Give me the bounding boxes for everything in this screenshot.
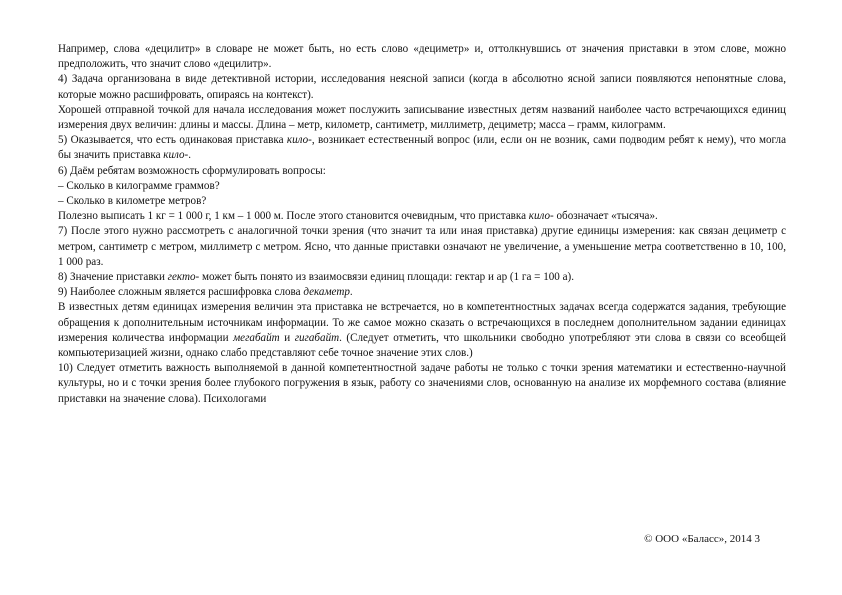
italic-term: декаметр — [303, 286, 350, 299]
text-run: В известных детям единицах измерения величин эта приставка не встречается, но в компетентностных задачах всегда содержатся задания, требующие обращения к дополнительным источникам информации. То же самое можно сказать о встречающихся в последнем дополнительном задании единицах измерения количества информации — [58, 301, 786, 344]
italic-term: мегабайт — [233, 331, 280, 344]
paragraph — [58, 42, 786, 72]
text-run: 5) Оказывается, что есть одинаковая приставка — [58, 134, 287, 147]
italic-term: кило- — [528, 210, 554, 223]
text-run: 9) Наиболее сложным является расшифровка слова — [58, 286, 304, 299]
paragraph — [58, 133, 786, 163]
text-run: . — [188, 149, 192, 162]
paragraph — [58, 209, 786, 224]
italic-term: кило- — [286, 134, 312, 147]
paragraph — [58, 285, 786, 300]
paragraph — [58, 164, 786, 179]
text-run: Хорошей отправной точкой для начала исследования может послужить записывание известных детям названий наиболее часто встречающихся единиц измерения двух величин: длины и массы. Длина – метр, километр, сантиметр, миллиметр, дециметр; масса – грамм, килограмм. — [58, 103, 786, 132]
text-run: 8) Значение приставки — [58, 271, 168, 284]
text-run: . (Следует отметить, что школьники свободно употребляют эти слова в связи со всеобщей компьютеризацией жизни, однако слабо представляют себе точное значение этих слов.) — [58, 331, 787, 360]
page-footer: © ООО «Баласс», 2014 3 — [644, 533, 760, 545]
paragraph — [58, 179, 786, 194]
text-run: и — [279, 331, 295, 344]
paragraph — [58, 194, 786, 209]
italic-term: гигабайт — [294, 331, 340, 344]
text-run: 7) После этого нужно рассмотреть с аналогичной точки зрения (что значит та или иная приставка) другие единицы измерения: как связан дециметр с метром, сантиметр с метром, миллиметр с метром. Ясно, что данные приставки означают не увеличение, а уменьшение метра соответственно в 10, 100, 1 000 раз. — [58, 225, 786, 268]
text-run: , возникает естественный вопрос (или, если он не возник, сами подводим ребят к нему), что могла бы значить приставка — [58, 134, 786, 162]
text-run: 10) Следует отметить важность выполняемой в данной компетентностной задаче работы не только с точки зрения математики и естественно-научной культуры, но и с точки зрения более глубокого погружения в язык, работу со значениями слов, основанную на анализе их морфемного состава (влияние приставки на значение слова). Психологами — [58, 362, 786, 405]
text-run: может быть понято из взаимосвязи единиц площади: гектар и ар (1 га = 100 а). — [199, 271, 575, 284]
text-run: 6) Даём ребятам возможность сформулировать вопросы: — [58, 164, 326, 177]
text-run: – Сколько в километре метров? — [58, 195, 207, 208]
text-run: Полезно выписать 1 кг = 1 000 г, 1 км – 1 000 м. После этого становится очевидным, что приставка — [58, 210, 529, 223]
text-run: . — [349, 286, 353, 299]
body-text — [58, 42, 786, 407]
italic-term: кило- — [163, 149, 189, 162]
paragraph — [58, 72, 786, 102]
paragraph — [58, 103, 786, 133]
paragraph — [58, 270, 786, 285]
paragraph — [58, 361, 786, 407]
italic-term: гекто- — [167, 271, 200, 284]
text-run: – Сколько в килограмме граммов? — [58, 179, 220, 192]
text-run: 4) Задача организована в виде детективной истории, исследования неясной записи (когда в абсолютно ясной записи появляются непонятные слова, которые можно расшифровать, опираясь на контекст). — [58, 73, 786, 101]
paragraph — [58, 300, 786, 361]
paragraph — [58, 224, 786, 270]
text-run: обозначает «тысяча». — [553, 210, 658, 223]
text-run: Например, слова «децилитр» в словаре не может быть, но есть слово «дециметр» и, оттолкнувшись от значения приставки в этом слове, можно предположить, что значит слово «децилитр». — [58, 43, 786, 71]
